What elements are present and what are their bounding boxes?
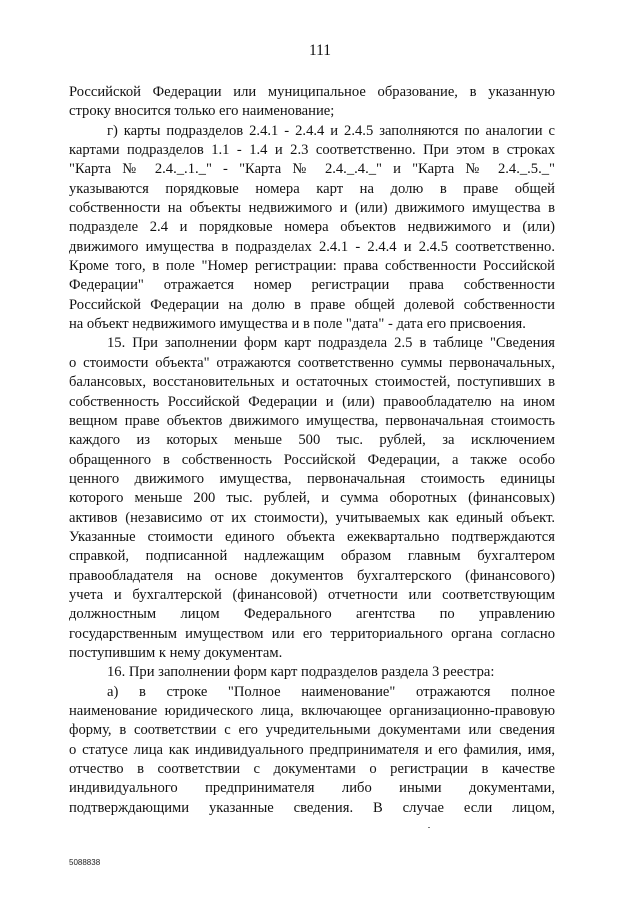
text-line: которого меньше 200 тыс. рублей, и сумма оборотных (финансовых) [69,490,555,507]
text-line: 16. При заполнении форм карт подразделов раздела 3 реестра: [107,664,495,681]
text-line: собственность Российской Федерации и (или) правообладателю на ином [69,393,555,410]
text-line: Российской Федерации на долю в праве общей долевой собственности [69,296,555,313]
scan-speck [428,827,430,828]
text-line: справкой, подписанной надлежащим образом главным бухгалтером [69,548,555,565]
text-line: правообладателя на основе документов бухгалтерского (финансового) [69,567,555,584]
text-line: учета и бухгалтерской (финансовой) отчетности или соответствующим [69,586,555,603]
text-line: г) карты подразделов 2.4.1 - 2.4.4 и 2.4.5 заполняются по аналогии с [107,122,555,139]
text-line: Федерации" отражается номер регистрации права собственности [69,277,555,294]
text-line: Кроме того, в поле "Номер регистрации: права собственности Российской [69,258,555,275]
text-line: картами подразделов 1.1 - 1.4 и 2.3 соответственно. При этом в строках [69,142,555,159]
text-line: обращенного в собственность Российской Федерации, а также особо [69,451,555,468]
text-line: подтверждающими указанные сведения. В случае если лицом, [69,799,555,816]
page-number: 111 [308,42,332,59]
text-line: указываются порядковые номера карт на долю в праве общей [69,180,555,197]
text-line: на объект недвижимого имущества и в поле "дата" - дата его присвоения. [69,316,526,333]
text-line: должностным лицом Федерального агентства по управлению [69,606,555,623]
text-line: подразделе 2.4 и порядковые номера объектов недвижимого и (или) [69,219,555,236]
text-line: балансовых, восстановительных и остаточных стоимостей, поступивших в [69,374,555,391]
text-line: ценного движимого имущества, первоначальная стоимость единицы [69,470,555,487]
text-line: государственным имуществом или его территориального органа согласно [69,625,555,642]
text-line: каждого из которых меньше 500 тыс. рублей, за исключением [69,432,555,449]
text-line: наименование юридического лица, включающее организационно-правовую [69,703,555,719]
document-body [69,83,555,818]
text-line: собственности на объекты недвижимого и (или) движимого имущества в [69,200,555,217]
text-line: форму, в соответствии с его учредительными документами или сведения [69,722,555,739]
text-line: индивидуального предпринимателя либо иными документами, [69,780,555,797]
text-line: активов (независимо от их стоимости), учитываемых как единый объект. [69,509,555,526]
text-line: 15. При заполнении форм карт подраздела 2.5 в таблице "Сведения [107,335,555,352]
document-id: 5088838 [69,858,101,867]
text-line: о стоимости объекта" отражаются соответственно суммы первоначальных, [69,354,555,371]
text-line: вещном праве объектов движимого имущества, первоначальная стоимость [69,412,555,429]
text-line: движимого имущества в подразделах 2.4.1 - 2.4.4 и 2.4.5 соответственно. [69,238,555,255]
text-line: строку вносится только его наименование; [69,103,335,120]
text-line: Российской Федерации или муниципальное образование, в указанную [69,84,555,100]
text-line: отчество в соответствии с документами о регистрации в качестве [69,761,555,778]
text-line: Указанные стоимости единого объекта ежеквартально подтверждаются [69,528,555,545]
text-line: "Карта № 2.4._.1._" - "Карта № 2.4._.4._" и "Карта № 2.4._.5._" [69,161,555,178]
text-line: поступившим к нему документам. [69,644,283,661]
text-line: а) в строке "Полное наименование" отражаются полное [107,683,555,700]
text-line: о статусе лица как индивидуального предпринимателя и его фамилия, имя, [69,741,555,758]
